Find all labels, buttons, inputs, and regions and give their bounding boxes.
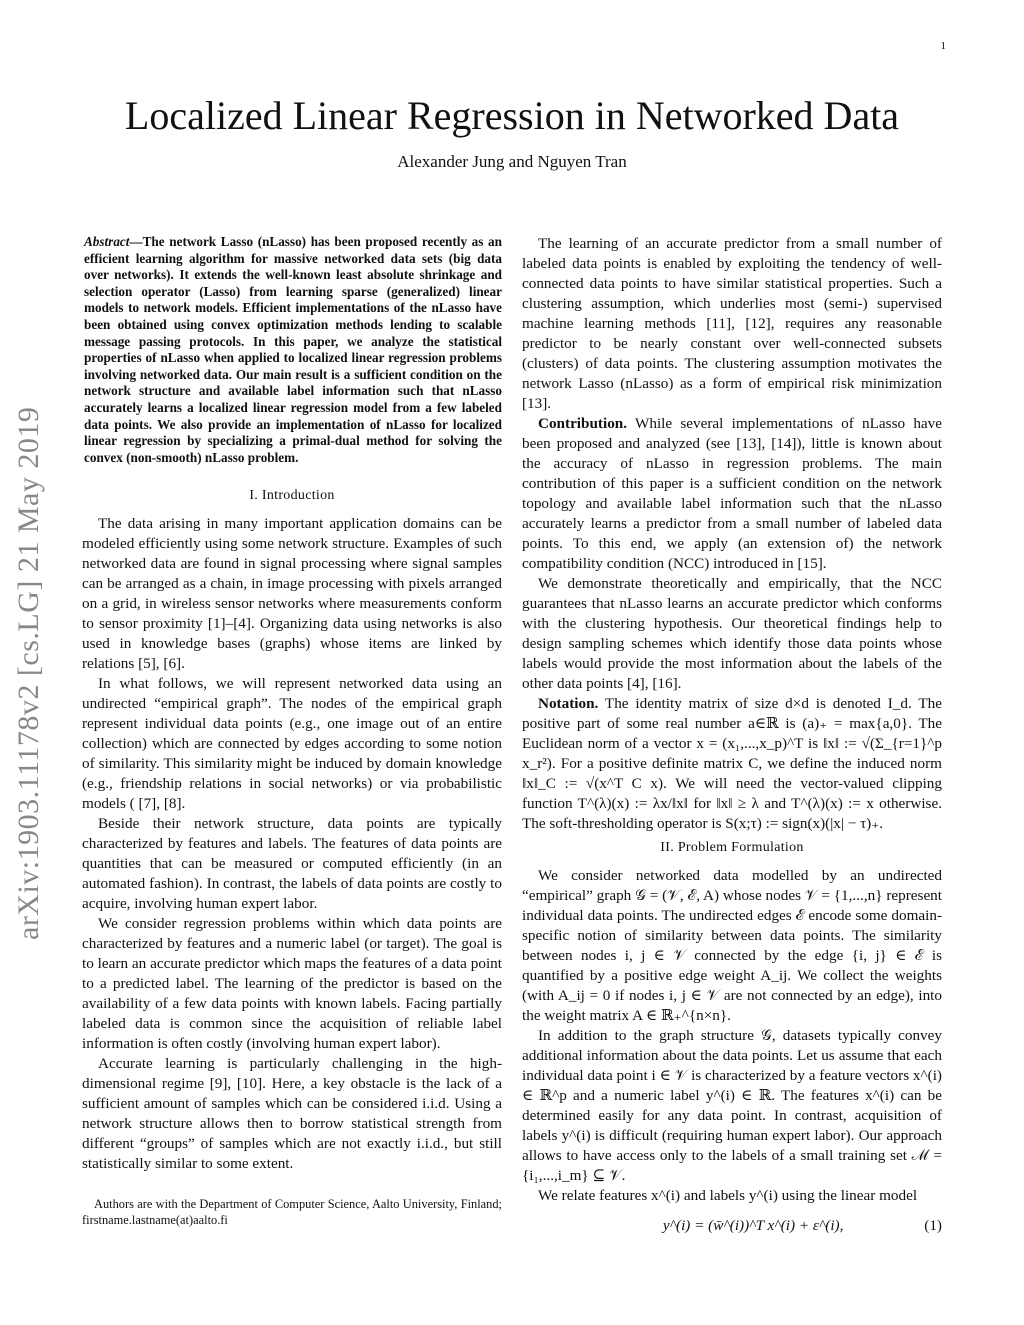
abstract-text: —The network Lasso (nLasso) has been proposed recently as an efficient learning algorithm for massive networked data sets (big data over networks). It extends the well-known least absolute shrinkage and selection operator (Lasso) from learning sparse (generalized) linear models to network models. Efficient implementations of the nLasso have been obtained using convex optimization methods lending to scalable message passing protocols. In this paper, we analyze the statistical properties of nLasso when applied to localized linear regression problems involving networked data. Our main result is a sufficient condition on the network structure and available label information such that nLasso accurately learns a localized linear regression model from a few labeled data points. We also provide an implementation of nLasso for localized linear regression by specializing a primal-dual method for solving the convex (non-smooth) nLasso problem. (84, 234, 502, 465)
problem-paragraph-1: We consider networked data modelled by an undirected “empirical” graph 𝒢 = (𝒱, ℰ, A) whose nodes 𝒱 = {1,...,n} represent individual data points. The undirected edges ℰ encode some domain-specific notion of similarity between data points. The similarity between nodes i, j ∈ 𝒱 connected by the edge {i, j} ∈ ℰ is quantified by a positive edge weight A_ij. We collect the weights (with A_ij = 0 if nodes i, j ∈ 𝒱 are not connected by an edge), into the weight matrix A ∈ ℝ₊^{n×n}. (522, 867, 942, 1024)
author-footnote: Authors are with the Department of Computer Science, Aalto University, Finland; firstname.lastname(at)aalto.fi (82, 1197, 502, 1228)
intro-paragraph-5: Accurate learning is particularly challenging in the high-dimensional regime [9], [10]. Here, a key obstacle is the lack of a sufficient amount of samples which can be considered i.i.d. Using a network structure allows then to borrow statistical strength from different “groups” of samples which are not exactly i.i.d., but still statistically similar to some extent. (82, 1055, 502, 1173)
intro-paragraph-1: The data arising in many important application domains can be modeled efficiently using some network structure. Examples of such networked data are found in signal processing where signal samples can be arranged as a chain, in image processing with pixels arranged on a grid, in wireless sensor networks where measurements conform to sensor proximity [1]–[4]. Organizing data using networks is also used in knowledge bases (graphs) whose items are linked by relations [5], [6]. (82, 515, 502, 673)
equation-1 (522, 1216, 942, 1236)
abstract (82, 234, 502, 466)
left-column (82, 234, 502, 1228)
contribution-label: Contribution. (538, 415, 628, 432)
intro-paragraph-4: We consider regression problems within which data points are characterized by features and a numeric label (or target). The goal is to learn an accurate predictor which maps the features of a data point to a predicted label. The learning of the predictor is based on the availability of a few data points with known labels. Facing partially labeled data is common since the acquisition of reliable label information is often costly (involving human expert labor). (82, 915, 502, 1053)
contribution-text: While several implementations of nLasso have been proposed and analyzed (see [13], [14]), little is known about the accuracy of nLasso in regression problems. The main contribution of this paper is a sufficient condition on the network topology and available label information such that the nLasso accurately learns a predictor from a small number of labeled data points. To this end, we apply (an extension of) the network compatibility condition (NCC) introduced in [15]. (522, 415, 942, 572)
intro-paragraph-3: Beside their network structure, data points are typically characterized by features and labels. The features of data points are quantities that can be measured or computed efficiently (in an automated fashion). In contrast, the labels of data points are costly to acquire, involving human expert labor. (82, 815, 502, 913)
page-number: 1 (940, 40, 946, 52)
right-paragraph-3: We demonstrate theoretically and empirically, that the NCC guarantees that nLasso learns an accurate predictor which conforms with the clustering hypothesis. Our theoretical findings help to design sampling schemes which identify those data points whose labels would provide the most information about the labels of the other data points [4], [16]. (522, 575, 942, 692)
notation-label: Notation. (538, 695, 599, 712)
intro-paragraph-2: In what follows, we will represent networked data using an undirected “empirical graph”. The nodes of the empirical graph represent individual data points (e.g., one image out of an entire collection) which are connected by edges according to some notion of similarity. This similarity might be induced by domain knowledge (e.g., friendship relations in social networks) or via probabilistic models ( [7], [8]. (82, 675, 502, 813)
section-heading-introduction: I. Introduction (249, 488, 335, 504)
right-column (522, 234, 942, 1236)
section-heading-problem-formulation: II. Problem Formulation (660, 840, 804, 855)
right-paragraph-1: The learning of an accurate predictor from a small number of labeled data points is enabled by exploiting the tendency of well-connected data points to have similar statistical properties. Such a clustering assumption, which underlies most (semi-) supervised machine learning methods [11], [12], requires any reasonable predictor to be nearly constant over well-connected subsets (clusters) of data points. The clustering assumption motivates the network Lasso (nLasso) as a form of empirical risk minimization [13]. (522, 235, 942, 412)
equation-number: (1) (924, 1217, 942, 1234)
contribution-paragraph (522, 414, 942, 574)
paper-authors: Alexander Jung and Nguyen Tran (397, 152, 627, 171)
paper-title: Localized Linear Regression in Networked Data (124, 93, 900, 138)
problem-paragraph-2: In addition to the graph structure 𝒢, datasets typically convey additional information about the data points. Let us assume that each individual data point i ∈ 𝒱 is characterized by a feature vectors x^(i) ∈ ℝ^p and a numeric label y^(i) ∈ ℝ. The features x^(i) can be determined easily for any data point. In contrast, acquisition of labels y^(i) is difficult (requiring human expert labor). Our approach allows to have access only to the labels of a small training set ℳ = {i₁,...,i_m} ⊆ 𝒱. (522, 1027, 942, 1184)
problem-paragraph-3: We relate features x^(i) and labels y^(i) using the linear model (538, 1187, 918, 1204)
abstract-label: Abstract (84, 234, 130, 249)
notation-paragraph (522, 694, 942, 834)
arxiv-stamp: arXiv:1903.11178v2 [cs.LG] 21 May 2019 (12, 406, 45, 940)
equation-body: y^(i) = (w̄^(i))^T x^(i) + ε^(i), (662, 1217, 844, 1234)
notation-text: The identity matrix of size d×d is denoted I_d. The positive part of some real number a∈ℝ is (a)₊ = max{a,0}. The Euclidean norm of a vector x = (x₁,...,x_p)^T is ‖x‖ := √(Σ_{r=1}^p x_r²). For a positive definite matrix C, we define the induced norm ‖x‖_C := √(x^T C x). We will need the vector-valued clipping function T^(λ)(x) := λx/‖x‖ for ‖x‖ ≥ λ and T^(λ)(x) := x otherwise. The soft-thresholding operator is S(x;τ) := sign(x)(|x| − τ)₊. (522, 695, 942, 832)
